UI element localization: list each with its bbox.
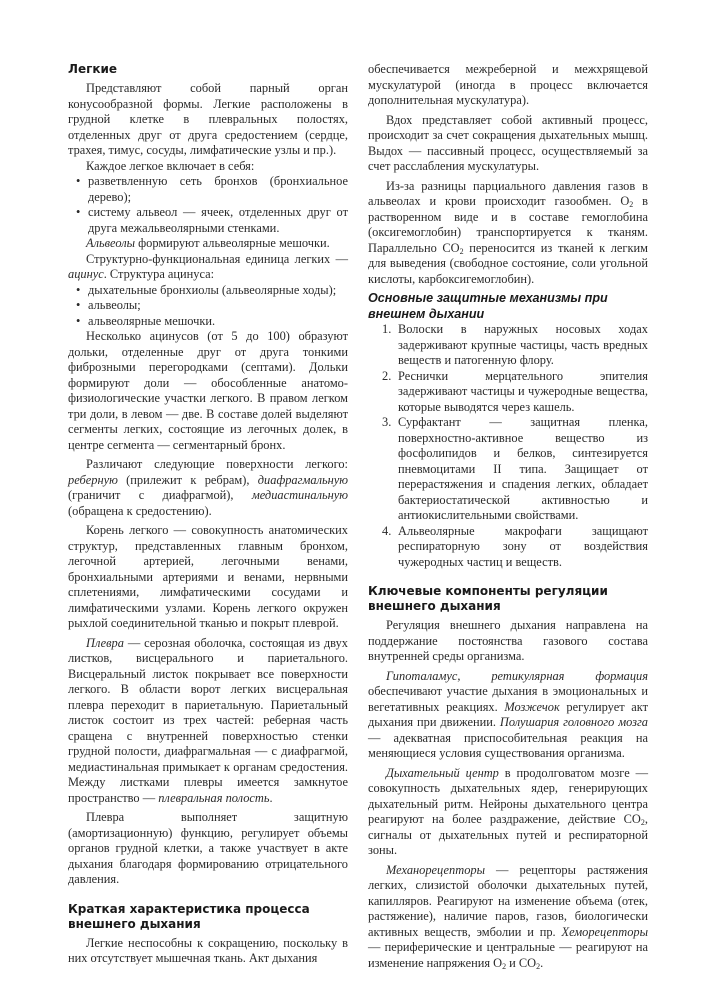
heading-defense: Основные защитные механизмы при внешнем дыхании: [368, 291, 608, 321]
term: Полушария головного мозга: [499, 715, 648, 729]
list-item: [68, 298, 348, 314]
list-item-text: альвеолы;: [88, 298, 141, 312]
text: , сигналы от дыхательных путей и респираторной зоны.: [368, 812, 648, 857]
list-item-text: систему альвеол — ячеек, отделенных друг от друга межальвеолярными стенками.: [88, 205, 348, 235]
paragraph: [68, 236, 348, 252]
paragraph: обеспечивается межреберной и межхрящевой мускулатурой (иногда в процесс включается дополнительная мускулатура).: [368, 62, 648, 107]
list-item: [368, 322, 648, 369]
bullet-icon: •: [76, 205, 81, 219]
text: — периферические и центральные — реагируют на изменение напряжения O: [368, 940, 648, 970]
text: . Структура ацинуса:: [103, 267, 215, 281]
list-item: [68, 205, 348, 236]
heading-lungs: Легкие: [68, 62, 118, 76]
paragraph: [68, 252, 348, 283]
bullet-list: [68, 283, 348, 330]
paragraph: [368, 863, 648, 972]
text: в растворенном виде и в составе гемоглобина (оксигемоглобин) транспортируется к тканям. Параллельно CO: [368, 194, 648, 255]
term: медиастинальную: [251, 488, 348, 502]
term: Мозжечок: [504, 699, 560, 714]
left-column: [68, 62, 348, 967]
text: (обращена к средостению).: [68, 503, 212, 518]
list-number: 2.: [382, 368, 392, 383]
text: в продолговатом мозге — совокупность дыхательных ядер, генерирующих дыхательный ритм. Нейроны дыхательного центра реагируют на более раздражение, действие CO: [368, 765, 648, 826]
list-item-text: Реснички мерцательного эпителия задерживают частицы и чужеродные вещества, которые выводятся через кашель.: [398, 368, 648, 414]
term: Альвеолы: [86, 236, 136, 250]
list-number: 4.: [382, 523, 392, 538]
term: ацинус: [68, 267, 104, 281]
heading-regulation: Ключевые компоненты регуляции внешнего дыхания: [368, 584, 608, 613]
list-item: [368, 524, 648, 571]
numbered-list: [368, 322, 648, 570]
bullet-list: [68, 174, 348, 236]
subscript: 2: [536, 961, 541, 971]
list-item: [68, 174, 348, 205]
paragraph: Регуляция внешнего дыхания направлена на поддержание постоянства газового состава внутренней среды организма.: [368, 618, 648, 663]
text: обеспечивают участие дыхания в эмоциональных и вегетативных реакциях.: [368, 684, 648, 714]
term: диафрагмальную: [257, 472, 348, 487]
subscript: 2: [629, 200, 634, 209]
text: .: [269, 790, 273, 805]
list-item: [368, 369, 648, 416]
right-column: [368, 62, 648, 971]
subscript: 2: [502, 961, 507, 971]
bullet-icon: •: [76, 174, 81, 188]
text: переносится из тканей к легким для выведения (свободное состояние, соли угольной кислоты, карбоксигемоглобин).: [368, 240, 649, 286]
term: Плевра: [86, 635, 124, 650]
list-item-text: Волоски в наружных носовых ходах задерживают крупные частицы, часть вредных веществ и патогенную флору.: [398, 322, 648, 367]
term: Дыхательный центр: [386, 765, 499, 780]
paragraph: [68, 457, 348, 519]
paragraph: [368, 766, 648, 859]
heading-brief: Краткая характеристика процесса внешнего дыхания: [68, 901, 310, 931]
text: (граничит с диафрагмой),: [68, 488, 252, 502]
list-item-text: Сурфактант — защитная пленка, поверхностно-активное вещество из фосфолипидов и белков, синтезируется пневмоцитами II типа. Защищает от перерастяжения и спадения легких, обладает бактериостатической активностью и антиокислительными свойствами.: [398, 415, 648, 522]
list-item: [68, 283, 348, 299]
subscript: 2: [640, 818, 645, 827]
list-item-text: разветвленную сеть бронхов (бронхиальное дерево);: [88, 174, 348, 204]
text: — рецепторы растяжения легких, слизистой оболочки дыхательных путей, капилляров. Реагируют на изменение объема (отек, растяжение), наличие паров, газов, биологически активных веществ, эмболии и пр.: [368, 862, 648, 939]
paragraph: Легкие неспособны к сокращению, поскольку в них отсутствует мышечная ткань. Акт дыхания: [68, 935, 348, 965]
paragraph: Плевра выполняет защитную (амортизационную) функцию, регулирует объемы органов грудной клетки, а также участвует в акте дыхания благодаря формированию отрицательного давления.: [68, 810, 348, 886]
subscript: 2: [459, 246, 464, 256]
paragraph: [368, 179, 648, 288]
list-item: [368, 415, 648, 524]
paragraph: Представляют собой парный орган конусообразной формы. Легкие расположены в грудной клетке в плевральных полостях, отделенных друг от друга средостением (сердце, трахея, тимус, сосуды, лимфатические узлы и пр.).: [68, 81, 348, 157]
bullet-icon: •: [76, 313, 81, 328]
list-item-text: альвеолярные мешочки.: [88, 313, 216, 328]
term: Гипоталамус, ретикулярная формация: [386, 668, 648, 683]
text: и CO: [506, 955, 537, 970]
paragraph: [368, 669, 648, 762]
paragraph: Каждое легкое включает в себя:: [86, 158, 255, 173]
term: плевральная полость: [158, 790, 270, 805]
text: (прилежит к ребрам),: [117, 472, 258, 487]
bullet-icon: •: [76, 298, 81, 312]
term: Механорецепторы: [386, 862, 485, 877]
list-item-text: Альвеолярные макрофаги защищают респираторную зону от воздействия чужеродных частиц и веществ.: [398, 523, 648, 569]
term: реберную: [68, 472, 118, 487]
bullet-icon: •: [76, 282, 81, 297]
text: .: [540, 955, 544, 970]
text: Из-за разницы парциального давления газов в альвеолах и крови происходит газообмен. O: [368, 178, 648, 208]
paragraph: Вдох представляет собой активный процесс, происходит за счет сокращения дыхательных мышц. Выдох — пассивный процесс, осуществляемый за счет расслабления мускулатуры.: [368, 112, 648, 173]
list-number: 3.: [382, 415, 392, 429]
paragraph: Несколько ацинусов (от 5 до 100) образуют дольки, отделенные друг от друга тонкими фиброзными перегородками (септами). Дольки формируют доли — обособленные анатомо-физиологические участки легкого. В правом легком три доли, в левом — две. В составе долей выделяют сегменты легких, состоящие из легочных долек, в центре сегмента — сегментарный бронх.: [68, 329, 348, 452]
text: — серозная оболочка, состоящая из двух листков, висцерального и париетального. Висцеральный листок покрывает все поверхности легкого. В области ворот легких висцеральная плевра переходит в париетальную. Париетальный листок состоит из трех частей: реберная часть сращена с внутренней поверхностью стенки грудной полости, диафрагмальная — с диафрагмой, медиастинальная примыкает к органам средостения. Между листками плевры имеется замкнутое пространство —: [68, 635, 348, 805]
list-item: [68, 314, 348, 330]
term: Хеморецепторы: [561, 924, 648, 939]
text: регулирует акт дыхания при движении.: [368, 699, 648, 729]
paragraph: Корень легкого — совокупность анатомических структур, представленных главным бронхом, легочной артерией, легочными венами, бронхиальными артериями и венами, нервными сплетениями, лимфатическими сосудами и лимфатическими узлами. Корень легкого окружен рыхлой соединительной тканью и покрыт плеврой.: [68, 523, 348, 630]
list-item-text: дыхательные бронхиолы (альвеолярные ходы);: [88, 282, 337, 297]
list-number: 1.: [382, 322, 392, 336]
text: Структурно-функциональная единица легких —: [86, 251, 348, 266]
text: Различают следующие поверхности легкого:: [86, 457, 348, 471]
text: — адекватная приспособительная реакция на меняющиеся условия существования организма.: [368, 730, 648, 760]
text: формируют альвеолярные мешочки.: [135, 236, 330, 250]
paragraph: [68, 636, 348, 807]
